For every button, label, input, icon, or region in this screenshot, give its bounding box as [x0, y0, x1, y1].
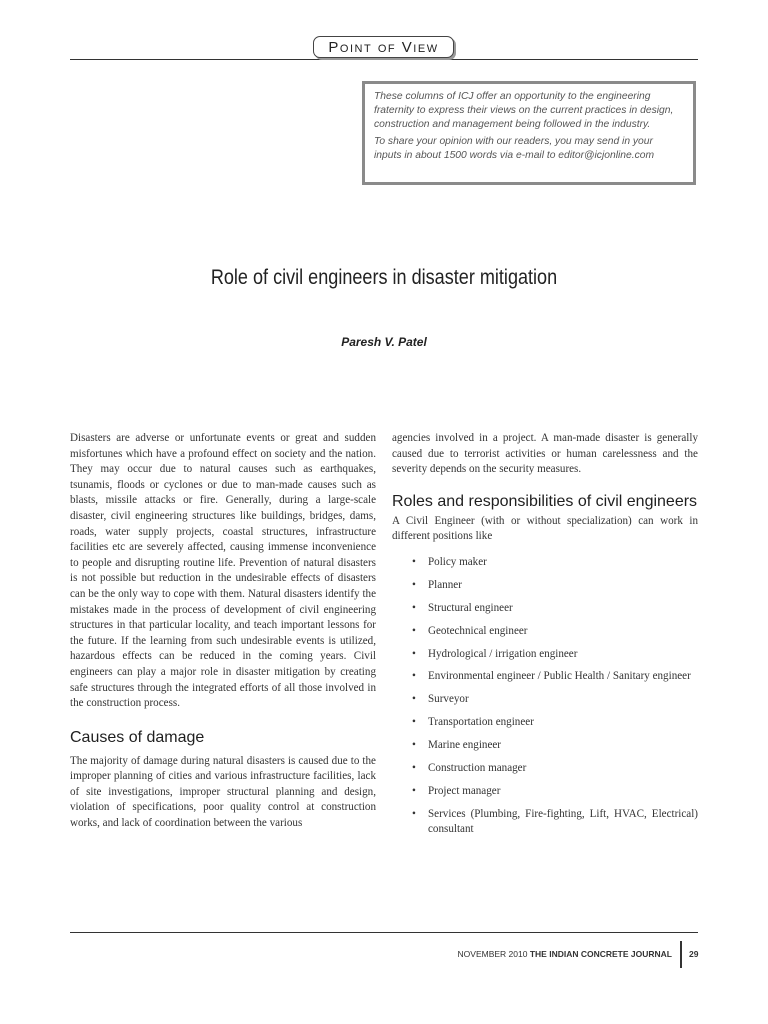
list-item: • Geotechnical engineer: [412, 624, 698, 640]
article-title: Role of civil engineers in disaster mitigation: [210, 266, 558, 289]
list-item: • Hydrological / irrigation engineer: [412, 647, 698, 663]
bullet-icon: •: [412, 624, 416, 637]
list-item: • Services (Plumbing, Fire-fighting, Lift, HVAC, Electrical) consultant: [412, 807, 698, 836]
causes-heading: Causes of damage: [70, 728, 205, 746]
bullet-icon: •: [412, 784, 416, 797]
header-rule: [70, 59, 698, 60]
roles-heading: Roles and responsibilities of civil engineers: [392, 492, 698, 510]
bullet-icon: •: [412, 601, 416, 614]
footer-divider: [680, 941, 682, 968]
roles-intro: A Civil Engineer (with or without specialization) can work in different positions like: [392, 514, 698, 543]
bullet-icon: •: [412, 716, 416, 729]
list-item: • Policy maker: [412, 555, 698, 571]
section-label-badge: Point of View: [313, 36, 454, 58]
footer-rule: [70, 932, 698, 933]
list-item: • Transportation engineer: [412, 715, 698, 731]
list-item: • Marine engineer: [412, 738, 698, 754]
page-number: 29: [689, 949, 699, 959]
bullet-icon: •: [412, 693, 416, 706]
bullet-icon: •: [412, 578, 416, 591]
list-item: • Surveyor: [412, 692, 698, 708]
list-item: • Construction manager: [412, 761, 698, 777]
issue-date: NOVEMBER 2010: [457, 949, 528, 959]
article-author: Paresh V. Patel: [341, 335, 427, 349]
causes-paragraph: The majority of damage during natural disasters is caused due to the improper planning of cities and various infrastructure facilities, lack of site investigations, improper structural planning and design, violation of specifications, poor quality control at construction works, and lack of coordination between the various: [70, 754, 376, 830]
footer-credit: [458, 949, 672, 959]
bullet-icon: •: [412, 739, 416, 752]
bullet-icon: •: [412, 555, 416, 568]
causes-continued-paragraph: agencies involved in a project. A man-made disaster is generally caused due to terrorist activities or human carelessness and the severity depends on the security measures.: [392, 432, 698, 476]
bullet-icon: •: [412, 761, 416, 774]
bullet-icon: •: [412, 807, 416, 820]
right-column: [392, 431, 698, 845]
editorial-note-contact: To share your opinion with our readers, you may send in your inputs in about 1500 words via e-mail to editor@icjonline.com: [374, 136, 655, 161]
left-column: [70, 431, 376, 832]
list-item: • Project manager: [412, 784, 698, 800]
editorial-note-paragraph: These columns of ICJ offer an opportunity to the engineering fraternity to express their views on the current practices in design, construction and management being followed in the industry.: [374, 91, 674, 130]
journal-name: THE INDIAN CONCRETE JOURNAL: [529, 949, 672, 959]
bullet-icon: •: [412, 670, 416, 683]
list-item: • Environmental engineer / Public Health / Sanitary engineer: [412, 669, 698, 685]
roles-list: [392, 555, 698, 838]
list-item: • Planner: [412, 578, 698, 594]
editorial-note-box: [362, 81, 696, 185]
bullet-icon: •: [412, 647, 416, 660]
intro-paragraph: Disasters are adverse or unfortunate events or great and sudden misfortunes which have a profound effect on society and the nation. They may occur due to natural causes such as earthquakes, tsunamis, floods or cyclones or due to man-made causes such as blasts, missile attacks or fire. Generally, during a large-scale disaster, civil engineering structures like buildings, bridges, dams, roads, water supply projects, coastal structures, infrastructure facilities etc are severely affected, causing immense inconvenience to people and disrupting routine life. Prevention of natural disasters is not possible but reduction in the undesirable effects of disasters can be the only way to cope with them. Natural disasters identify the mistakes made in the process of development of civil engineering structures in that particular locality, and teach important lessons for the future. If the learning from such undesirable events is utilized, hazardous effects can be reduced in the coming years. Civil engineers can play a major role in disaster mitigation by creating safe structures through the integrated efforts of all those involved in the construction process.: [70, 432, 376, 710]
list-item: • Structural engineer: [412, 601, 698, 617]
